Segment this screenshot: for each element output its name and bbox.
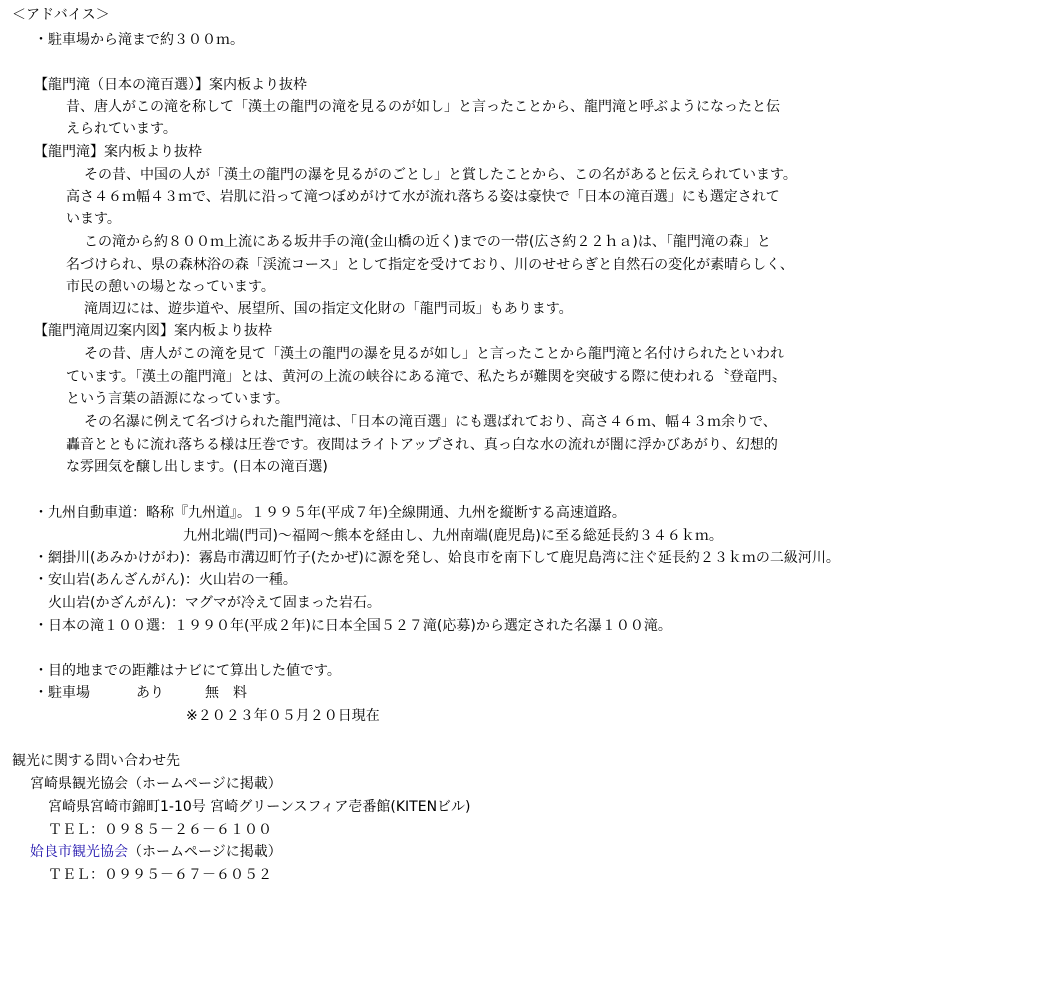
note-amikake-river: ・網掛川(あみかけがわ)：霧島市溝辺町竹子(たかぜ)に源を発し、姶良市を南下して鹿児島湾に注ぐ延長約２３ｋｍの二級河川。	[34, 550, 840, 566]
board2-line: この滝から約８００ｍ上流にある坂井手の滝(金山橋の近く)までの一帯(広さ約２２ｈａ)は、「龍門滝の森」と	[84, 234, 771, 250]
board3-title: 【龍門滝周辺案内図】案内板より抜枠	[34, 323, 272, 339]
parking-distance: ・駐車場から滝まで約３００ｍ。	[34, 32, 244, 48]
miyazaki-association: 宮崎県観光協会（ホームページに掲載）	[30, 776, 282, 792]
board3-line: という言葉の語源になっています。	[66, 391, 289, 407]
board1-line: えられています。	[66, 121, 177, 137]
aira-association-link[interactable]: 姶良市観光協会	[30, 844, 128, 860]
miyazaki-tel: ＴＥＬ：０９８５－２６－６１００	[48, 822, 272, 838]
board1-line: 昔、唐人がこの滝を称して「漢土の龍門の滝を見るのが如し」と言ったことから、龍門滝と呼ぶようになったと伝	[66, 99, 780, 115]
note-kyushu-expressway: ・九州自動車道：略称『九州道』。１９９５年(平成７年)全線開通、九州を縦断する高速道路。	[34, 505, 626, 521]
board2-line: います。	[66, 211, 121, 227]
miyazaki-address: 宮崎県宮崎市錦町1-10号 宮崎グリーンスフィア壱番館(KITENビル)	[48, 799, 471, 815]
board1-title: 【龍門滝（日本の滝百選）】案内板より抜枠	[34, 77, 307, 93]
board3-line: その昔、唐人がこの滝を見て「漢土の龍門の瀑を見るが如し」と言ったことから龍門滝と名付けられたといわれ	[84, 346, 784, 362]
aira-tel: ＴＥＬ：０９９５－６７－６０５２	[48, 867, 272, 883]
board2-line: 市民の憩いの場となっています。	[66, 279, 275, 295]
aira-association	[30, 841, 282, 863]
board2-line: 高さ４６ｍ幅４３ｍで、岩肌に沿って滝つぼめがけて水が流れ落ちる姿は豪快で「日本の滝百選」にも選定されて	[66, 189, 780, 205]
parking-fee: 無 料	[205, 685, 247, 701]
board2-title: 【龍門滝】案内板より抜枠	[34, 144, 202, 160]
board2-line: その昔、中国の人が「漢土の龍門の瀑を見るがのごとし」と賞したことから、この名があると伝えられています。	[84, 167, 797, 183]
board3-line: 轟音とともに流れ落ちる様は圧巻です。夜間はライトアップされ、真っ白な水の流れが闇に浮かびあがり、幻想的	[66, 437, 778, 453]
parking-availability: あり	[136, 685, 164, 701]
advice-heading: ＜アドバイス＞	[12, 7, 110, 23]
board2-line: 名づけられ、県の森林浴の森「渓流コース」として指定を受けており、川のせせらぎと自然石の変化が素晴らしく、	[66, 257, 794, 273]
board3-line: その名瀑に例えて名づけられた龍門滝は、「日本の滝百選」にも選ばれており、高さ４６ｍ、幅４３ｍ余りで、	[84, 414, 777, 430]
note-kyushu-expressway-cont: 九州北端(門司)～福岡～熊本を経由し、九州南端(鹿児島)に至る総延長約３４６ｋｍ。	[183, 528, 723, 544]
distance-note: ・目的地までの距離はナビにて算出した値です。	[34, 663, 341, 679]
contact-heading: 観光に関する問い合わせ先	[12, 753, 180, 769]
as-of-date: ※２０２３年０５月２０日現在	[186, 708, 380, 724]
board3-line: な雰囲気を醸し出します。(日本の滝百選)	[66, 459, 328, 475]
board3-line: ています。「漢土の龍門滝」とは、黄河の上流の峡谷にある滝で、私たちが難関を突破する際に使われる〝登竜門〟	[66, 369, 786, 385]
aira-association-suffix: （ホームページに掲載）	[128, 844, 282, 860]
board2-line: 滝周辺には、遊歩道や、展望所、国の指定文化財の「龍門司坂」もあります。	[84, 301, 573, 317]
parking-label: ・駐車場	[34, 685, 90, 701]
note-volcanic-rock: 火山岩(かざんがん)：マグマが冷えて固まった岩石。	[48, 595, 381, 611]
note-top100-falls: ・日本の滝１００選：１９９０年(平成２年)に日本全国５２７滝(応募)から選定された名瀑１００滝。	[34, 618, 672, 634]
note-andesite: ・安山岩(あんざんがん)：火山岩の一種。	[34, 572, 297, 588]
